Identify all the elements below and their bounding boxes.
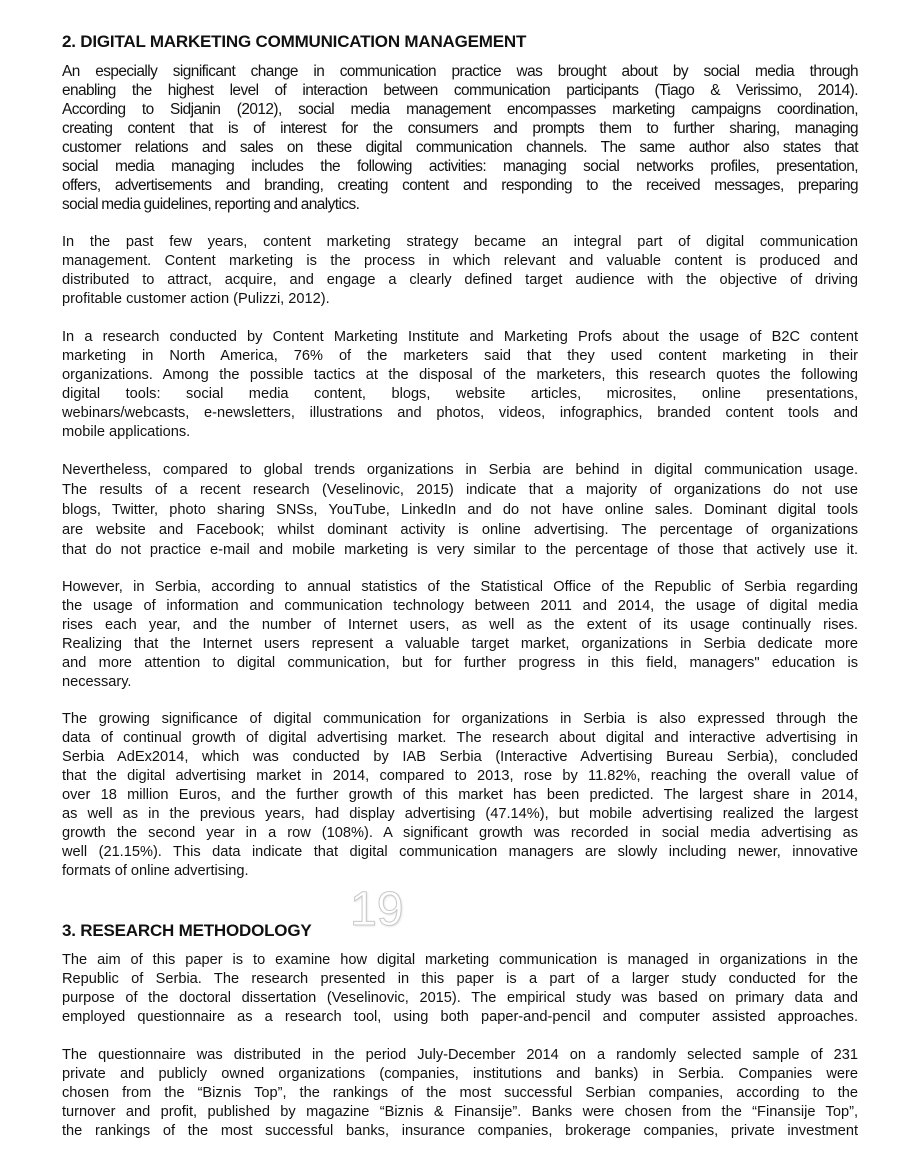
text-line: creating content that is of interest for the consumers and prompts them to further sharing, managing xyxy=(62,120,858,137)
text-line: distributed to attract, acquire, and engage a clearly defined target audience with the objective of driving xyxy=(62,272,858,288)
paragraph xyxy=(62,62,858,214)
text-line: organizations. Among the possible tactics at the disposal of the marketers, this research quotes the following xyxy=(62,367,858,383)
text-line: private and publicly owned organizations (companies, institutions and banks) in Serbia. Companies were xyxy=(62,1066,858,1082)
text-line: webinars/webcasts, e-newsletters, illustrations and photos, videos, infographics, branded content tools and xyxy=(62,405,858,421)
text-line: marketing in North America, 76% of the marketers said that they used content marketing in their xyxy=(62,348,858,364)
text-line: customer relations and sales on these digital communication channels. The same author also states that xyxy=(62,139,858,156)
text-line: digital tools: social media content, blogs, website articles, microsites, online presentations, xyxy=(62,386,858,402)
paragraph xyxy=(62,1046,858,1141)
text-line: The results of a recent research (Veselinovic, 2015) indicate that a majority of organizations do not use xyxy=(62,482,858,498)
text-line: and more attention to digital communication, but for further progress in this field, managers" education is xyxy=(62,655,858,671)
text-line: In the past few years, content marketing strategy became an integral part of digital communication xyxy=(62,234,858,250)
text-line: Republic of Serbia. The research presented in this paper is a part of a larger study conducted for the xyxy=(62,971,858,987)
text-line: chosen from the “Biznis Top”, the rankings of the most successful Serbian companies, according to the xyxy=(62,1085,858,1101)
text-line: social media guidelines, reporting and analytics. xyxy=(62,196,360,213)
paragraph xyxy=(62,233,858,309)
page-number: 19 xyxy=(350,883,404,936)
text-line: profitable customer action (Pulizzi, 2012). xyxy=(62,291,330,307)
text-line: the usage of information and communication technology between 2011 and 2014, the usage of digital media xyxy=(62,598,858,614)
text-line: turnover and profit, published by magazine “Biznis & Finansije”. Banks were chosen from the “Finansije Top”, xyxy=(62,1104,858,1120)
paragraph xyxy=(62,578,858,692)
paragraph xyxy=(62,328,858,442)
text-line: rises each year, and the number of Internet users, as well as the extent of its usage continually rises. xyxy=(62,617,858,633)
text-line: Nevertheless, compared to global trends organizations in Serbia are behind in digital communication usage. xyxy=(62,462,858,478)
text-line: that the digital advertising market in 2014, compared to 2013, rose by 11.82%, reaching the overall value of xyxy=(62,768,858,784)
text-line: offers, advertisements and branding, creating content and responding to the received messages, preparing xyxy=(62,177,858,194)
text-line: social media managing includes the following activities: managing social networks profiles, presentation, xyxy=(62,158,858,175)
text-line: Serbia AdEx2014, which was conducted by IAB Serbia (Interactive Advertising Bureau Serbia), concluded xyxy=(62,749,858,765)
text-line: formats of online advertising. xyxy=(62,863,249,879)
text-line: are website and Facebook; whilst dominant activity is online advertising. The percentage of organizations xyxy=(62,522,858,538)
text-line: the rankings of the most successful banks, insurance companies, brokerage companies, private investment xyxy=(62,1123,858,1139)
text-line: purpose of the doctoral dissertation (Veselinovic, 2015). The empirical study was based on primary data and xyxy=(62,990,858,1006)
section-3-heading: 3. RESEARCH METHODOLOGY xyxy=(62,921,312,940)
text-line: as well as in the previous years, had display advertising (47.14%), but mobile advertising realized the largest xyxy=(62,806,858,822)
text-line: necessary. xyxy=(62,674,132,690)
text-line: employed questionnaire as a research tool, using both paper-and-pencil and computer assisted approaches. xyxy=(62,1009,858,1025)
text-line: The growing significance of digital communication for organizations in Serbia is also expressed through the xyxy=(62,711,858,727)
paragraph xyxy=(62,460,858,560)
text-line: An especially significant change in communication practice was brought about by social media through xyxy=(62,63,858,80)
section-2-heading: 2. DIGITAL MARKETING COMMUNICATION MANAGEMENT xyxy=(62,32,527,51)
paragraph xyxy=(62,710,858,881)
paragraph xyxy=(62,951,858,1027)
text-line: The questionnaire was distributed in the period July-December 2014 on a randomly selected sample of 231 xyxy=(62,1047,858,1063)
text-line: Realizing that the Internet users represent a valuable target market, organizations in Serbia dedicate more xyxy=(62,636,858,652)
text-line: well (21.15%). This data indicate that digital communication managers are slowly including newer, innovative xyxy=(62,844,858,860)
text-line: management. Content marketing is the process in which relevant and valuable content is produced and xyxy=(62,253,858,269)
text-line: In a research conducted by Content Marketing Institute and Marketing Profs about the usage of B2C content xyxy=(62,329,858,345)
text-line: However, in Serbia, according to annual statistics of the Statistical Office of the Republic of Serbia regarding xyxy=(62,579,858,595)
text-line: growth the second year in a row (108%). A significant growth was recorded in social media advertising as xyxy=(62,825,858,841)
text-line: data of continual growth of digital advertising market. The research about digital and interactive advertising in xyxy=(62,730,858,746)
text-line: that do not practice e-mail and mobile marketing is very similar to the percentage of those that actively use it. xyxy=(62,542,858,558)
text-line: mobile applications. xyxy=(62,424,191,440)
text-line: enabling the highest level of interaction between communication participants (Tiago & Verissimo, 2014). xyxy=(62,82,858,99)
text-line: According to Sidjanin (2012), social media management encompasses marketing campaigns coordination, xyxy=(62,101,858,118)
text-line: blogs, Twitter, photo sharing SNSs, YouTube, LinkedIn and do not have online sales. Dominant digital tools xyxy=(62,502,858,518)
text-line: The aim of this paper is to examine how digital marketing communication is managed in organizations in the xyxy=(62,952,858,968)
text-line: over 18 million Euros, and the further growth of this market has been predicted. The largest share in 2014, xyxy=(62,787,858,803)
